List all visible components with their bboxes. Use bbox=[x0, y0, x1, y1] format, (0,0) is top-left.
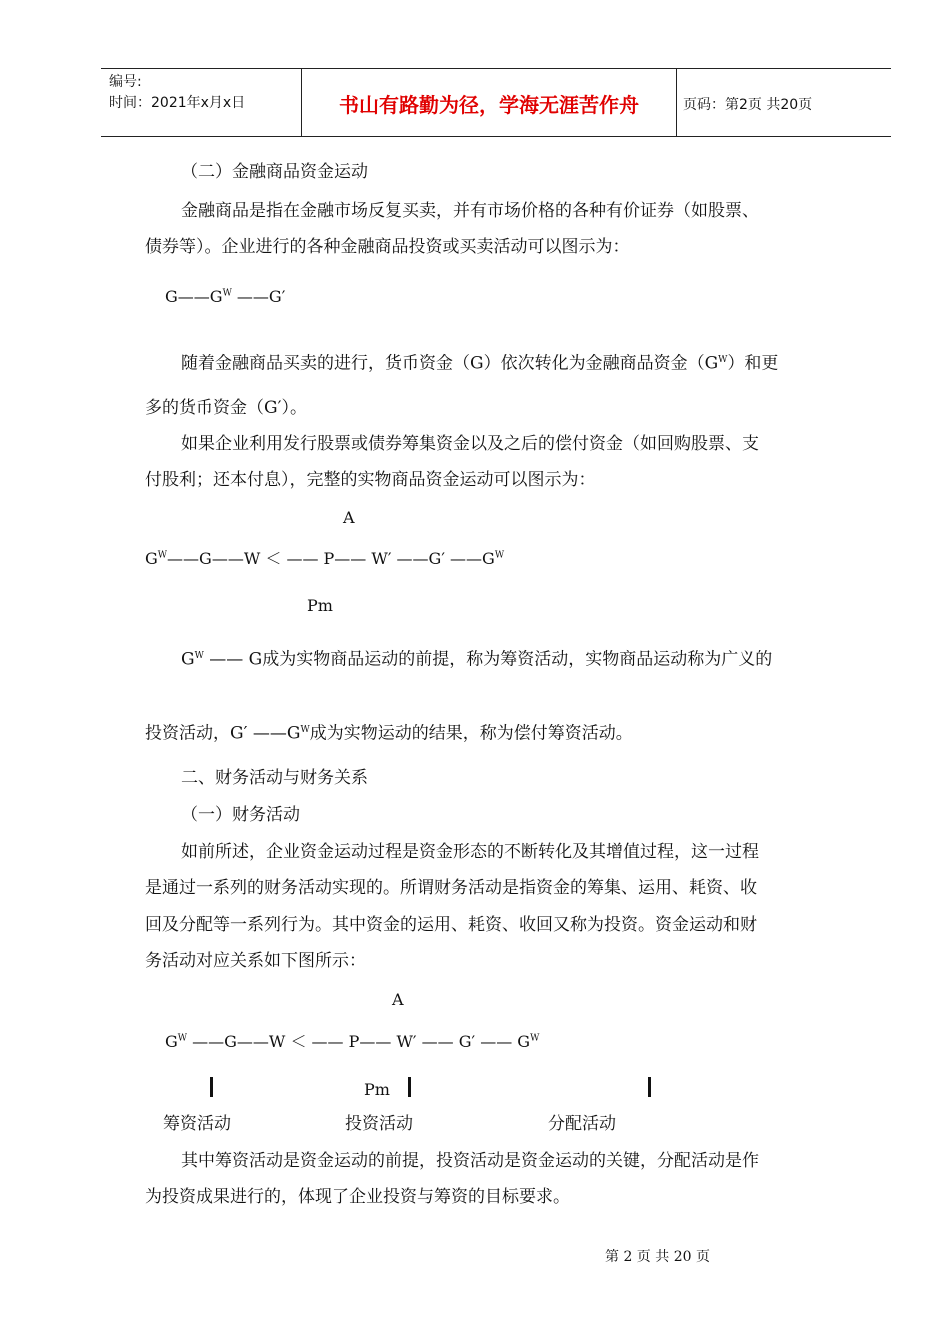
paragraph-3-line-1: 如果企业利用发行股票或债券筹集资金以及之后的偿付资金（如回购股票、支 bbox=[181, 434, 759, 454]
paragraph-1-line-2: 债券等）。企业进行的各种金融商品投资或买卖活动可以图示为： bbox=[145, 237, 630, 257]
investment-marker bbox=[408, 1077, 411, 1097]
paragraph-5-line-4: 务活动对应关系如下图所示： bbox=[145, 951, 366, 971]
diagram1-flow: $G^W——G——W$ ＜ —— P—— W′ ——G′ $——G^W$ bbox=[145, 549, 505, 568]
doc-number-label: 编号: bbox=[109, 74, 142, 90]
diagram1-bottom-label: Pm bbox=[307, 596, 333, 615]
paragraph-6-line-2: 为投资成果进行的，体现了企业投资与筹资的目标要求。 bbox=[145, 1187, 570, 1207]
formula-financial-flow: $G——G^W$ ——G′ bbox=[165, 287, 286, 306]
page-header bbox=[101, 68, 891, 137]
paragraph-4-line-1: $G^W$ —— G成为实物商品运动的前提，称为筹资活动，实物商品运动称为广义的 bbox=[181, 649, 773, 670]
header-page-info: 页码：第2页 共20页 bbox=[683, 97, 813, 113]
doc-time-label: 时间：2021年x月x日 bbox=[109, 95, 246, 111]
diagram2-pm-label: Pm bbox=[364, 1080, 390, 1099]
heading-financial-goods: （二）金融商品资金运动 bbox=[181, 162, 368, 182]
subheading-financial-activities: （一）财务活动 bbox=[181, 805, 300, 825]
distribution-marker bbox=[648, 1077, 651, 1097]
paragraph-3-line-2: 付股利；还本付息），完整的实物商品资金运动可以图示为： bbox=[145, 470, 596, 490]
paragraph-5-line-2: 是通过一系列的财务活动实现的。所谓财务活动是指资金的筹集、运用、耗资、收 bbox=[145, 878, 757, 898]
section-heading-financial-activities: 二、财务活动与财务关系 bbox=[181, 768, 368, 788]
paragraph-4-line-2: 投资活动，G′ $——G^W$成为实物运动的结果，称为偿付筹资活动。 bbox=[145, 723, 633, 744]
diagram1-top-label: A bbox=[343, 508, 355, 527]
paragraph-1-line-1: 金融商品是指在金融市场反复买卖，并有市场价格的各种有价证券（如股票、 bbox=[181, 201, 759, 221]
paragraph-5-line-1: 如前所述，企业资金运动过程是资金形态的不断转化及其增值过程，这一过程 bbox=[181, 842, 759, 862]
paragraph-2-line-1: 随着金融商品买卖的进行，货币资金（G）依次转化为金融商品资金$(G^W)$和更 bbox=[181, 353, 779, 374]
header-left bbox=[109, 72, 245, 114]
paragraph-6-line-1: 其中筹资活动是资金运动的前提，投资活动是资金运动的关键，分配活动是作 bbox=[181, 1151, 759, 1171]
label-distribution: 分配活动 bbox=[548, 1114, 616, 1134]
label-investment: 投资活动 bbox=[345, 1114, 413, 1134]
header-motto: 书山有路勤为径，学海无涯苦作舟 bbox=[339, 93, 639, 117]
paragraph-5-line-3: 回及分配等一系列行为。其中资金的运用、耗资、收回又称为投资。资金运动和财 bbox=[145, 915, 757, 935]
diagram2-flow: $G^W$ ——G——W ＜ —— P—— W′ —— G′ —— $G^W$ bbox=[165, 1032, 540, 1051]
footer-page-number: 第 2 页 共 20 页 bbox=[605, 1249, 710, 1265]
diagram2-top-label: A bbox=[392, 990, 404, 1009]
financing-marker bbox=[210, 1077, 213, 1097]
label-financing: 筹资活动 bbox=[163, 1114, 231, 1134]
paragraph-2-line-2: 多的货币资金（G′）。 bbox=[145, 398, 307, 418]
